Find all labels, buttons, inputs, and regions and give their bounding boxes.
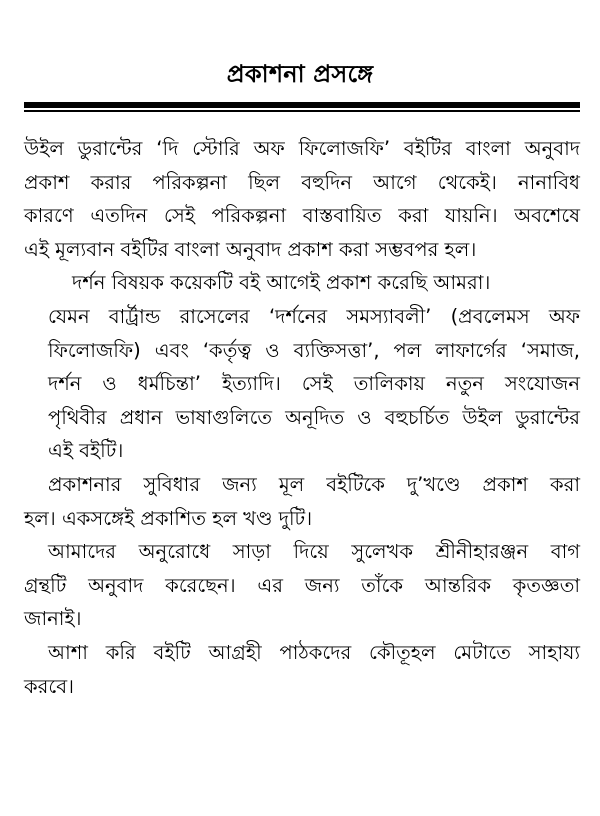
page-heading: প্রকাশনা প্রসঙ্গে <box>226 60 374 88</box>
text-line: যেমন বার্ট্রান্ড রাসেলের ‘দর্শনের সমস্যাবলী’ (প্রবলেমস অফ <box>48 304 580 328</box>
paragraph-3 <box>24 468 580 535</box>
text-line: কারণে এতদিন সেই পরিকল্পনা বাস্তবায়িত করা যায়নি। অবশেষে <box>24 204 580 228</box>
text-line: এই মূল্যবান বইটির বাংলা অনুবাদ প্রকাশ করা সম্ভবপর হল। <box>24 237 477 261</box>
text-line: পৃথিবীর প্রধান ভাষাগুলিতে অনূদিত ও বহুচর্চিত উইল ডুরান্টের <box>48 405 580 429</box>
paragraph-5 <box>24 636 580 703</box>
text-line: হল। একসঙ্গেই প্রকাশিত হল খণ্ড দুটি। <box>24 506 313 530</box>
text-line: প্রকাশনার সুবিধার জন্য মূল বইটিকে দু’খণ্ডে প্রকাশ করা <box>48 472 580 496</box>
paragraph-2 <box>24 266 580 468</box>
text-line: করবে। <box>24 674 75 698</box>
text-line: দর্শন ও ধর্মচিন্তা’ ইত্যাদি। সেই তালিকায় নতুন সংযোজন <box>48 372 580 396</box>
document-body <box>24 132 580 703</box>
text-line: দর্শন বিষয়ক কয়েকটি বই আগেই প্রকাশ করেছি আমরা। <box>72 271 491 295</box>
text-line: আশা করি বইটি আগ্রহী পাঠকদের কৌতূহল মেটাতে সাহায্য <box>48 640 580 664</box>
paragraph-1 <box>24 132 580 266</box>
paragraph-4 <box>24 535 580 636</box>
text-line: প্রকাশ করার পরিকল্পনা ছিল বহুদিন আগে থেকেই। নানাবিধ <box>24 170 580 194</box>
text-line: গ্রন্থটি অনুবাদ করেছেন। এর জন্য তাঁকে আন্তরিক কৃতজ্ঞতা <box>24 573 580 597</box>
text-line: আমাদের অনুরোধে সাড়া দিয়ে সুলেখক শ্রীনীহারঞ্জন বাগ <box>48 540 580 564</box>
heading-rule <box>24 102 580 112</box>
text-line: ফিলোজফি) এবং ‘কর্তৃত্ব ও ব্যক্তিসত্তা’, পল লাফার্গের ‘সমাজ, <box>48 338 580 362</box>
text-line: এই বইটি। <box>48 439 124 463</box>
text-line: জানাই। <box>24 607 82 631</box>
text-line: উইল ডুরান্টের ‘দি স্টোরি অফ ফিলোজফি’ বইটির বাংলা অনুবাদ <box>24 137 580 160</box>
